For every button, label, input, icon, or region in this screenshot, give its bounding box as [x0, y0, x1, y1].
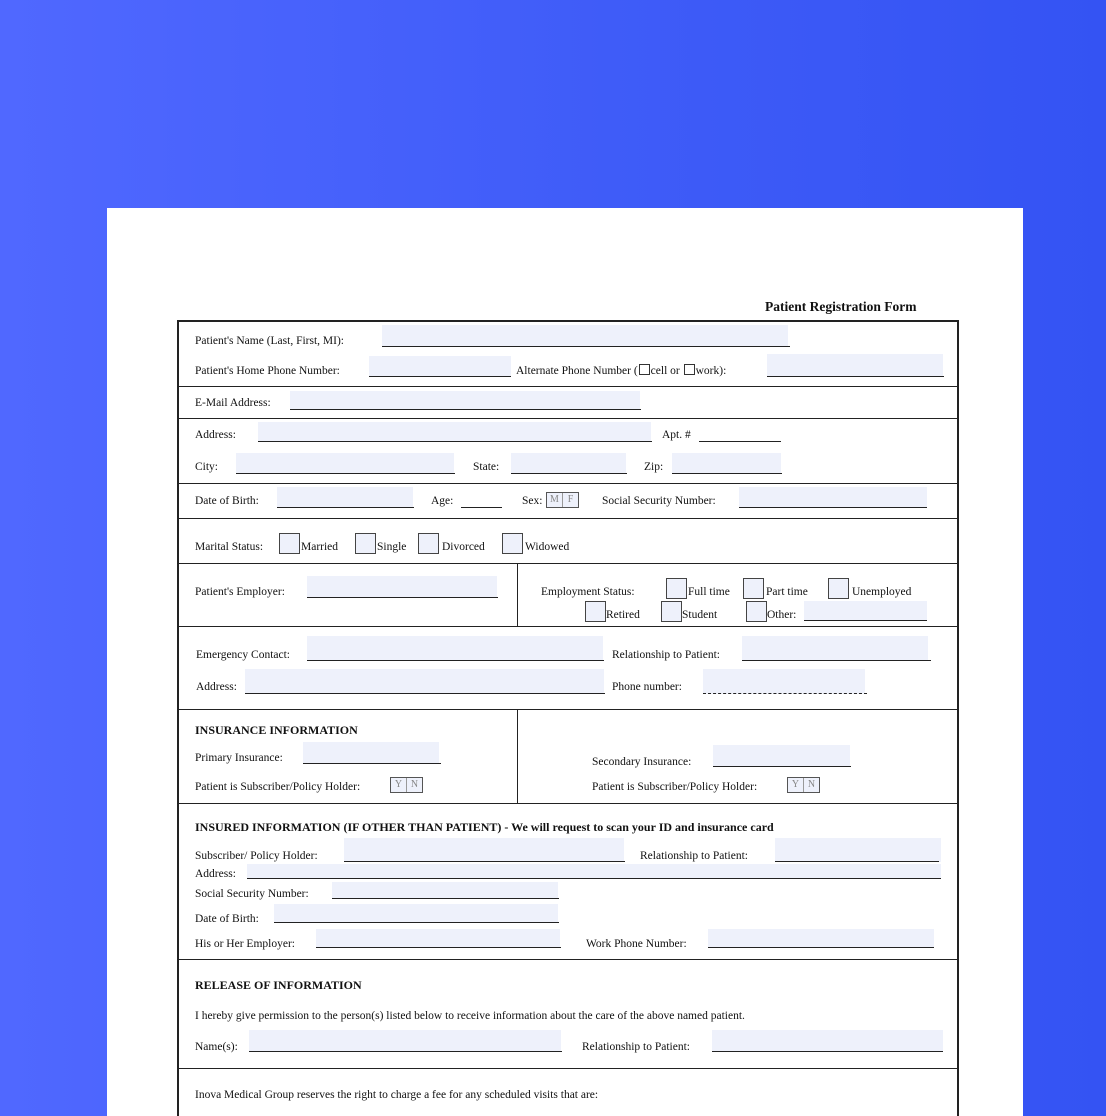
emergency-field[interactable]: [307, 636, 603, 661]
section-emergency: [179, 627, 957, 710]
address-label: Address:: [195, 429, 236, 441]
ins-employer-line: [316, 947, 561, 948]
sub-holder-line: [344, 861, 625, 862]
fulltime-label: Full time: [688, 586, 730, 598]
alt-phone-label: [516, 364, 726, 378]
secondary-yes-option[interactable]: Y: [788, 778, 804, 792]
names-field[interactable]: [249, 1030, 561, 1052]
sub-holder-field[interactable]: [344, 838, 624, 862]
patient-name-line: [382, 346, 790, 347]
sex-m-option[interactable]: M: [547, 493, 563, 507]
other-checkbox[interactable]: [746, 601, 767, 622]
email-field[interactable]: [290, 391, 640, 410]
ins-relationship-label: Relationship to Patient:: [640, 850, 748, 862]
home-phone-field[interactable]: [369, 356, 511, 376]
insured-heading: INSURED INFORMATION (IF OTHER THAN PATIENT) - We will request to scan your ID and insurance card: [195, 820, 774, 834]
insurance-heading: INSURANCE INFORMATION: [195, 723, 358, 737]
registration-form: [177, 320, 959, 1116]
other-line: [804, 620, 927, 621]
divorced-label: Divorced: [442, 541, 485, 553]
parttime-checkbox[interactable]: [743, 578, 764, 599]
widowed-checkbox[interactable]: [502, 533, 523, 554]
primary-yes-option[interactable]: Y: [391, 778, 407, 792]
employer-line: [307, 597, 498, 598]
release-relationship-label: Relationship to Patient:: [582, 1041, 690, 1053]
cell-checkbox[interactable]: [639, 364, 650, 375]
names-label: Name(s):: [195, 1041, 238, 1053]
release-relationship-line: [712, 1051, 943, 1052]
sub-holder-label: Subscriber/ Policy Holder:: [195, 850, 318, 862]
subscriber-label-primary: Patient is Subscriber/Policy Holder:: [195, 781, 361, 793]
widowed-label: Widowed: [525, 541, 570, 553]
release-text: I hereby give permission to the person(s) listed below to receive information about the care of the above named patient.: [195, 1010, 745, 1022]
ins-relationship-line: [775, 861, 939, 862]
city-label: City:: [195, 461, 219, 473]
patient-name-label: Patient's Name (Last, First, MI):: [195, 335, 344, 347]
ssn-field[interactable]: [739, 487, 927, 507]
primary-ins-label: Primary Insurance:: [195, 752, 283, 764]
ssn-line: [739, 507, 927, 508]
zip-label: Zip:: [644, 461, 664, 473]
state-line: [511, 473, 627, 474]
alt-phone-work-label: work):: [695, 365, 727, 377]
section-marital: [179, 519, 957, 564]
married-label: Married: [301, 541, 339, 553]
home-phone-line: [369, 376, 511, 377]
section-email: [179, 387, 957, 419]
section-address: [179, 419, 957, 484]
secondary-ins-line: [713, 766, 851, 767]
phone-number-field[interactable]: [703, 669, 865, 694]
retired-label: Retired: [606, 609, 640, 621]
ec-address-field[interactable]: [245, 669, 604, 694]
fulltime-checkbox[interactable]: [666, 578, 687, 599]
other-field[interactable]: [804, 601, 927, 621]
section-release: [179, 960, 957, 1069]
single-label: Single: [377, 541, 407, 553]
release-relationship-field[interactable]: [712, 1030, 943, 1052]
apt-line: [699, 441, 781, 442]
secondary-ins-field[interactable]: [713, 745, 850, 767]
single-checkbox[interactable]: [355, 533, 376, 554]
dob-line: [277, 507, 414, 508]
email-label: E-Mail Address:: [195, 397, 271, 409]
primary-subscriber-selector[interactable]: [390, 777, 423, 793]
ins-dob-line: [274, 922, 559, 923]
names-line: [249, 1051, 562, 1052]
section-insured: [179, 804, 957, 960]
phone-number-label: Phone number:: [612, 681, 682, 693]
married-checkbox[interactable]: [279, 533, 300, 554]
insurance-divider: [517, 710, 518, 803]
email-line: [290, 409, 641, 410]
ins-ssn-line: [332, 898, 559, 899]
ec-address-label: Address:: [196, 681, 237, 693]
work-phone-line: [708, 947, 934, 948]
sex-f-option[interactable]: F: [563, 493, 578, 507]
section-contact: [179, 322, 957, 387]
ins-ssn-field[interactable]: [332, 882, 558, 898]
section-insurance: [179, 710, 957, 804]
subscriber-label-secondary: Patient is Subscriber/Policy Holder:: [592, 781, 758, 793]
zip-field[interactable]: [672, 453, 781, 473]
emergency-line: [307, 660, 604, 661]
secondary-subscriber-selector[interactable]: [787, 777, 820, 793]
emergency-label: Emergency Contact:: [196, 649, 290, 661]
other-label: Other:: [767, 609, 797, 621]
alt-phone-field[interactable]: [767, 354, 943, 376]
state-label: State:: [473, 461, 500, 473]
phone-number-line: [703, 693, 867, 694]
employer-label: Patient's Employer:: [195, 586, 285, 598]
document-page: [107, 208, 1023, 1116]
zip-line: [672, 473, 782, 474]
divorced-checkbox[interactable]: [418, 533, 439, 554]
ec-address-line: [245, 693, 605, 694]
section-fee-notice: [179, 1069, 957, 1116]
sex-selector[interactable]: [546, 492, 579, 508]
primary-ins-line: [303, 763, 441, 764]
ssn-label: Social Security Number:: [602, 495, 716, 507]
ins-ssn-label: Social Security Number:: [195, 888, 309, 900]
marital-label: Marital Status:: [195, 541, 264, 553]
section-employment: [179, 564, 957, 627]
unemployed-checkbox[interactable]: [828, 578, 849, 599]
city-line: [236, 473, 455, 474]
relationship-line: [742, 660, 931, 661]
section-demographics: [179, 484, 957, 519]
employment-divider: [517, 564, 518, 626]
address-line: [258, 441, 652, 442]
work-checkbox[interactable]: [684, 364, 695, 375]
address-field[interactable]: [258, 422, 651, 442]
student-checkbox[interactable]: [661, 601, 682, 622]
dob-label: Date of Birth:: [195, 495, 259, 507]
ins-address-line: [247, 878, 941, 879]
retired-checkbox[interactable]: [585, 601, 606, 622]
ins-employer-field[interactable]: [316, 929, 560, 948]
secondary-ins-label: Secondary Insurance:: [592, 756, 692, 768]
patient-name-field[interactable]: [382, 325, 788, 347]
age-label: Age:: [431, 495, 454, 507]
student-label: Student: [682, 609, 718, 621]
apt-label: Apt. #: [662, 429, 691, 441]
ins-relationship-field[interactable]: [775, 838, 941, 862]
age-line: [461, 507, 502, 508]
fee-text: Inova Medical Group reserves the right to charge a fee for any scheduled visits that are:: [195, 1089, 599, 1101]
parttime-label: Part time: [766, 586, 808, 598]
work-phone-field[interactable]: [708, 929, 934, 948]
alt-phone-prefix: Alternate Phone Number (: [516, 365, 638, 377]
alt-phone-cell-label: cell or: [650, 365, 680, 377]
dob-field[interactable]: [277, 487, 413, 507]
form-title: Patient Registration Form: [765, 299, 917, 314]
relationship-field[interactable]: [742, 636, 928, 661]
employer-field[interactable]: [307, 576, 497, 598]
home-phone-label: Patient's Home Phone Number:: [195, 365, 340, 377]
emp-status-label: Employment Status:: [541, 586, 635, 598]
alt-phone-line: [767, 376, 944, 377]
primary-no-option[interactable]: N: [407, 778, 422, 792]
work-phone-label: Work Phone Number:: [586, 938, 687, 950]
ins-dob-label: Date of Birth:: [195, 913, 259, 925]
unemployed-label: Unemployed: [852, 586, 912, 598]
ins-address-label: Address:: [195, 868, 236, 880]
primary-ins-field[interactable]: [303, 742, 439, 764]
ins-address-field[interactable]: [247, 864, 941, 878]
state-field[interactable]: [511, 453, 626, 473]
relationship-label: Relationship to Patient:: [612, 649, 720, 661]
secondary-no-option[interactable]: N: [804, 778, 819, 792]
sex-label: Sex:: [522, 495, 543, 507]
ins-employer-label: His or Her Employer:: [195, 938, 295, 950]
release-heading: RELEASE OF INFORMATION: [195, 978, 362, 992]
city-field[interactable]: [236, 453, 454, 473]
ins-dob-field[interactable]: [274, 904, 558, 923]
